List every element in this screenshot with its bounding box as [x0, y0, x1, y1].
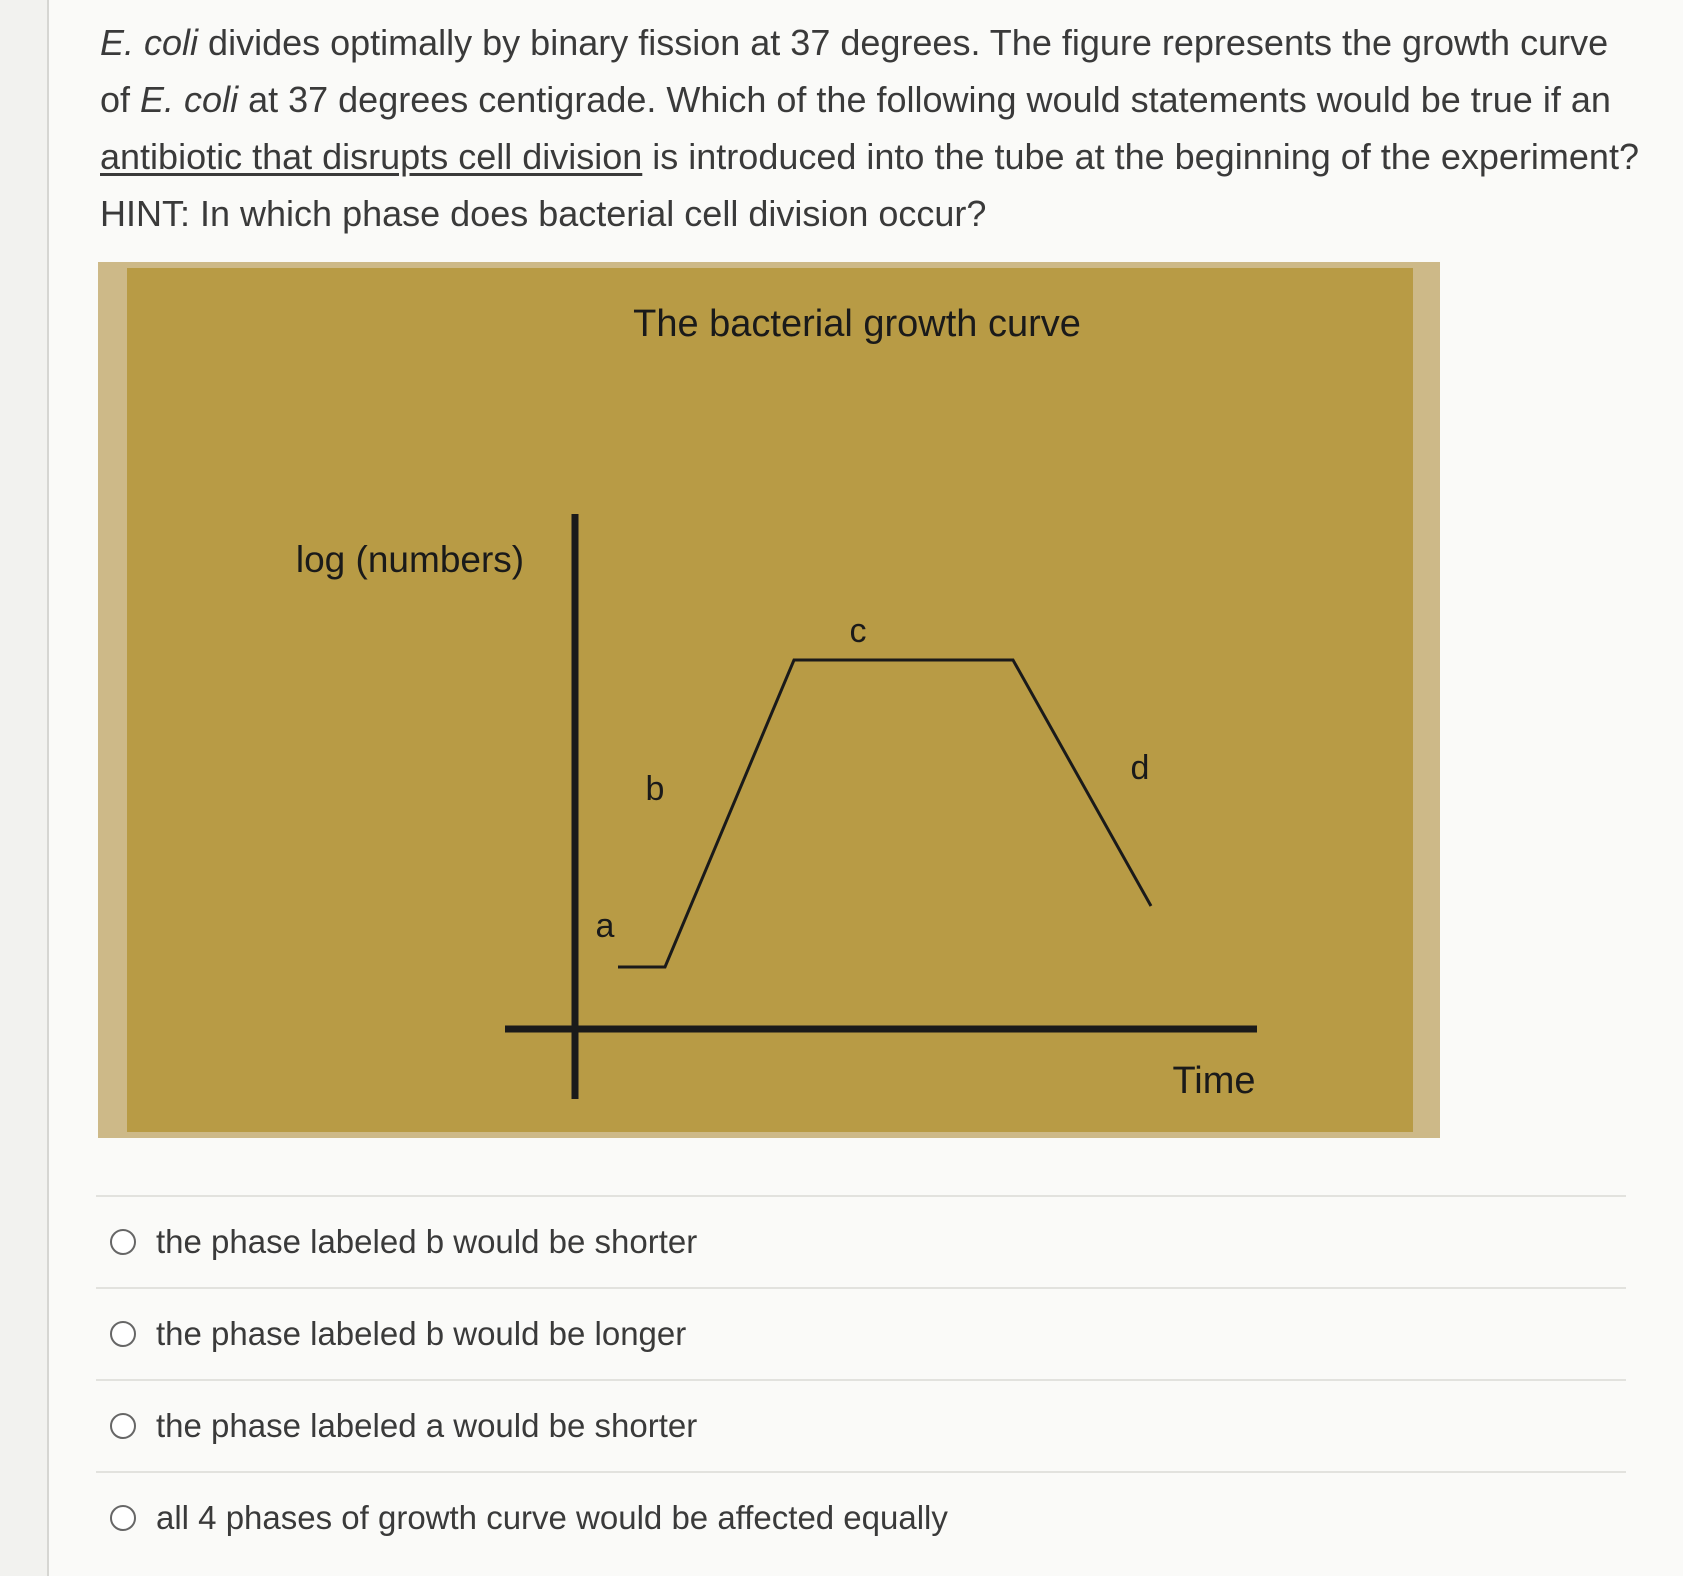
growth-curve-figure [127, 268, 1413, 1132]
y-axis-label: log (numbers) [295, 539, 525, 580]
growth-curve-diagram [127, 268, 1413, 1132]
choice-label: the phase labeled a would be shorter [156, 1407, 698, 1444]
radio-button[interactable] [110, 1229, 136, 1255]
choice-label: all 4 phases of growth curve would be affected equally [156, 1499, 948, 1536]
figure-title: The bacterial growth curve [633, 303, 1081, 345]
question-text [100, 14, 1640, 242]
growth-curve-line [618, 660, 1151, 967]
phase-label-a: a [595, 907, 615, 945]
phase-label-b: b [645, 770, 665, 808]
x-axis-label: Time [1172, 1060, 1256, 1102]
choice-option-4[interactable] [96, 1471, 1626, 1563]
radio-button[interactable] [110, 1321, 136, 1347]
question-organism-2: E. coli [140, 79, 239, 120]
phase-label-c: c [849, 612, 867, 650]
choice-label: the phase labeled b would be shorter [156, 1223, 698, 1260]
choice-option-3[interactable] [96, 1379, 1626, 1471]
answer-choices [96, 1195, 1626, 1563]
choice-option-2[interactable] [96, 1287, 1626, 1379]
choice-label: the phase labeled b would be longer [156, 1315, 687, 1352]
question-emphasis: antibiotic that disrupts cell division [100, 136, 643, 177]
choice-option-1[interactable] [96, 1195, 1626, 1287]
question-segment-3: is introduced into the tube at the beginning of the experiment? HINT: In which phase does bacterial cell division occur? [100, 136, 1639, 234]
phase-label-d: d [1130, 749, 1150, 787]
radio-button[interactable] [110, 1505, 136, 1531]
question-segment-1: divides optimally by binary fission at 37 degrees. The figure represents the growth curve of [100, 22, 1609, 120]
question-organism-1: E. coli [100, 22, 199, 63]
question-segment-2: at 37 degrees centigrade. Which of the following would statements would be true if an [238, 79, 1611, 120]
radio-button[interactable] [110, 1413, 136, 1439]
